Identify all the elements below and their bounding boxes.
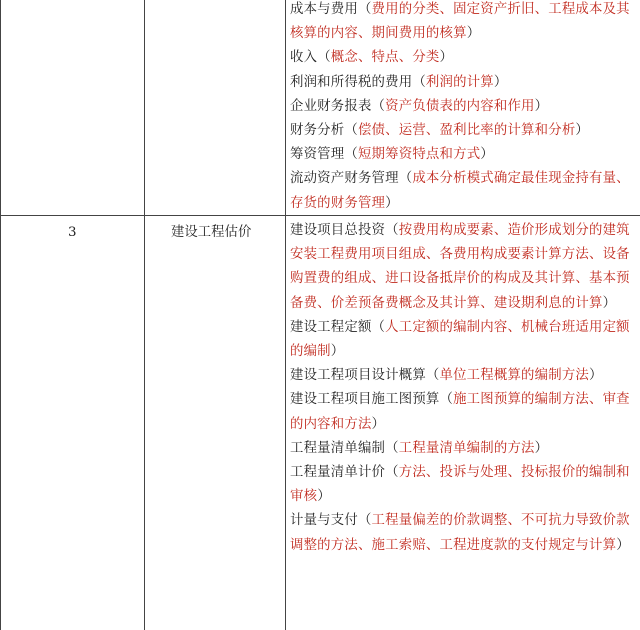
table-border-col1 (144, 0, 145, 630)
table-border-col2 (285, 0, 286, 630)
entry-label: 建设项目总投资 (290, 223, 386, 238)
entry-label: 流动资产财务管理 (290, 171, 399, 187)
entry-label: 收入 (290, 50, 318, 66)
syllabus-entry: 流动资产财务管理（成本分析模式确定最佳现金持有量、存货的财务管理） (290, 171, 630, 211)
entry-detail: 偿债、运营、盈利比率的计算和分析 (357, 123, 576, 139)
entry-detail: 成本分析模式确定最佳现金持有量、存货的财务管理 (290, 171, 630, 211)
entry-label: 计量与支付 (290, 513, 358, 529)
syllabus-entry: 收入（概念、特点、分类） (290, 50, 454, 66)
entry-detail: 工程量清单编制的方法 (398, 440, 535, 456)
row-top-content (290, 0, 636, 216)
syllabus-entry: 成本与费用（费用的分类、固定资产折旧、工程成本及其核算的内容、期间费用的核算） (290, 2, 630, 42)
entry-label: 工程量清单计价 (290, 465, 386, 481)
entry-label: 建设工程项目施工图预算 (290, 392, 440, 408)
entry-detail: 人工定额的编制内容、机械台班适用定额的编制 (290, 319, 630, 360)
entry-label: 筹资管理 (290, 147, 345, 163)
syllabus-entry: 建设工程项目设计概算（单位工程概算的编制方法） (290, 368, 603, 384)
syllabus-entry: 筹资管理（短期筹资特点和方式） (290, 147, 494, 163)
entry-label: 企业财务报表 (290, 98, 372, 114)
entry-label: 成本与费用 (290, 2, 358, 17)
entry-label: 建设工程定额 (290, 319, 372, 335)
entry-detail: 短期筹资特点和方式 (357, 147, 481, 163)
entry-label: 财务分析 (290, 123, 345, 139)
syllabus-entry: 工程量清单计价（方法、投诉与处理、投标报价的编制和审核） (290, 465, 630, 505)
syllabus-entry: 企业财务报表（资产负债表的内容和作用） (290, 98, 549, 114)
entry-detail: 利润的计算 (425, 74, 494, 90)
syllabus-entry: 计量与支付（工程量偏差的价款调整、不可抗力导致价款调整的方法、施工索赔、工程进度款的支付规定与计算） (290, 513, 630, 553)
table-border-left (0, 0, 1, 630)
entry-detail: 按费用构成要素、造价形成划分的建筑安装工程费用项目组成、各费用构成要素计算方法、设备购置费的组成、进口设备抵岸价的构成及其计算、基本预备费、价差预备费概念及其计算、建设期利息的计算 (290, 223, 630, 311)
syllabus-entry: 建设项目总投资（按费用构成要素、造价形成划分的建筑安装工程费用项目组成、各费用构成要素计算方法、设备购置费的组成、进口设备抵岸价的构成及其计算、基本预备费、价差预备费概念及其计算、建设期利息的计算） (290, 223, 630, 311)
entry-detail: 施工图预算的编制方法、审查的内容和方法 (290, 392, 630, 432)
entry-detail: 方法、投诉与处理、投标报价的编制和审核 (290, 465, 630, 505)
row-subject: 建设工程估价 (171, 225, 252, 240)
entry-label: 工程量清单编制 (290, 440, 386, 456)
syllabus-entry: 建设工程项目施工图预算（施工图预算的编制方法、审查的内容和方法） (290, 392, 630, 432)
syllabus-entry: 工程量清单编制（工程量清单编制的方法） (290, 440, 549, 456)
syllabus-entry: 建设工程定额（人工定额的编制内容、机械台班适用定额的编制） (290, 319, 630, 360)
syllabus-entry: 利润和所得税的费用（利润的计算） (290, 74, 508, 90)
entry-detail: 单位工程概算的编制方法 (439, 368, 589, 384)
row-number: 3 (68, 225, 77, 240)
entry-label: 建设工程项目设计概算 (290, 368, 426, 384)
entry-detail: 概念、特点、分类 (330, 50, 440, 66)
entry-detail: 费用的分类、固定资产折旧、工程成本及其核算的内容、期间费用的核算 (290, 2, 630, 42)
entry-label: 利润和所得税的费用 (290, 74, 413, 90)
syllabus-entry: 财务分析（偿债、运营、盈利比率的计算和分析） (290, 123, 590, 139)
row-3-content (290, 219, 636, 558)
entry-detail: 工程量偏差的价款调整、不可抗力导致价款调整的方法、施工索赔、工程进度款的支付规定与计算 (290, 513, 630, 553)
entry-detail: 资产负债表的内容和作用 (385, 98, 535, 114)
